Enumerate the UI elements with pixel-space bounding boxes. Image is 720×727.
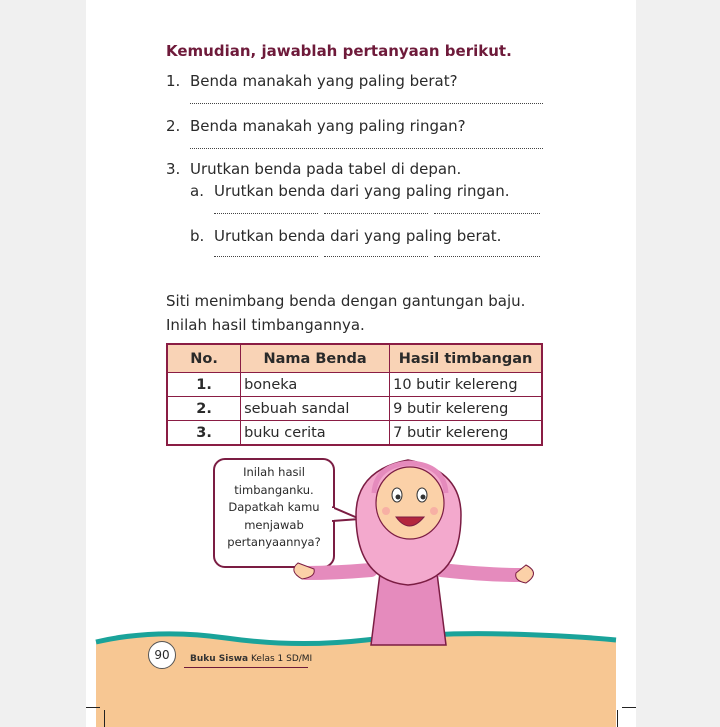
answer-slot-b3 <box>434 256 540 257</box>
crop-mark-left-vertical <box>104 710 105 727</box>
cell-result: 7 butir kelereng <box>390 421 542 446</box>
cell-item-name: sebuah sandal <box>241 397 390 421</box>
footer-book-title: Buku Siswa Kelas 1 SD/MI <box>190 654 313 664</box>
cell-no: 1. <box>167 373 241 397</box>
cell-item-name: boneka <box>241 373 390 397</box>
crop-mark-right-vertical <box>617 710 618 727</box>
table-header-row <box>167 344 542 373</box>
cell-no: 2. <box>167 397 241 421</box>
answer-slot-a1 <box>214 213 318 214</box>
answer-slot-a2 <box>324 213 428 214</box>
section-heading: Kemudian, jawablah pertanyaan berikut. <box>166 42 512 60</box>
answer-slot-a3 <box>434 213 540 214</box>
question-2: 2. Benda manakah yang paling ringan? <box>166 117 466 135</box>
header-item-name: Nama Benda <box>241 344 390 373</box>
intro-line-2: Inilah hasil timbangannya. <box>166 316 365 334</box>
book-page <box>86 0 636 727</box>
answer-slot-b1 <box>214 256 318 257</box>
footer-underline <box>184 667 308 668</box>
cell-result: 10 butir kelereng <box>390 373 542 397</box>
crop-mark-right <box>622 707 636 708</box>
intro-line-1: Siti menimbang benda dengan gantungan baju. <box>166 292 526 310</box>
speech-bubble: Inilah hasil timbanganku. Dapatkah kamu menjawab pertanyaannya? <box>213 458 335 568</box>
subquestion-b: b. Urutkan benda dari yang paling berat. <box>190 227 502 245</box>
question-3: 3. Urutkan benda pada tabel di depan. <box>166 160 462 178</box>
girl-character-illustration <box>276 445 546 655</box>
table-row <box>167 421 542 446</box>
question-1: 1. Benda manakah yang paling berat? <box>166 72 458 90</box>
header-result: Hasil timbangan <box>390 344 542 373</box>
answer-slot-b2 <box>324 256 428 257</box>
cell-no: 3. <box>167 421 241 446</box>
table-row <box>167 373 542 397</box>
answer-line-2 <box>190 148 543 149</box>
cell-item-name: buku cerita <box>241 421 390 446</box>
weighing-results-table <box>166 343 543 446</box>
crop-mark-left <box>86 707 100 708</box>
cell-result: 9 butir kelereng <box>390 397 542 421</box>
table-row <box>167 397 542 421</box>
header-no: No. <box>167 344 241 373</box>
subquestion-a: a. Urutkan benda dari yang paling ringan. <box>190 182 510 200</box>
answer-line-1 <box>190 103 543 104</box>
page-number: 90 <box>148 641 176 669</box>
